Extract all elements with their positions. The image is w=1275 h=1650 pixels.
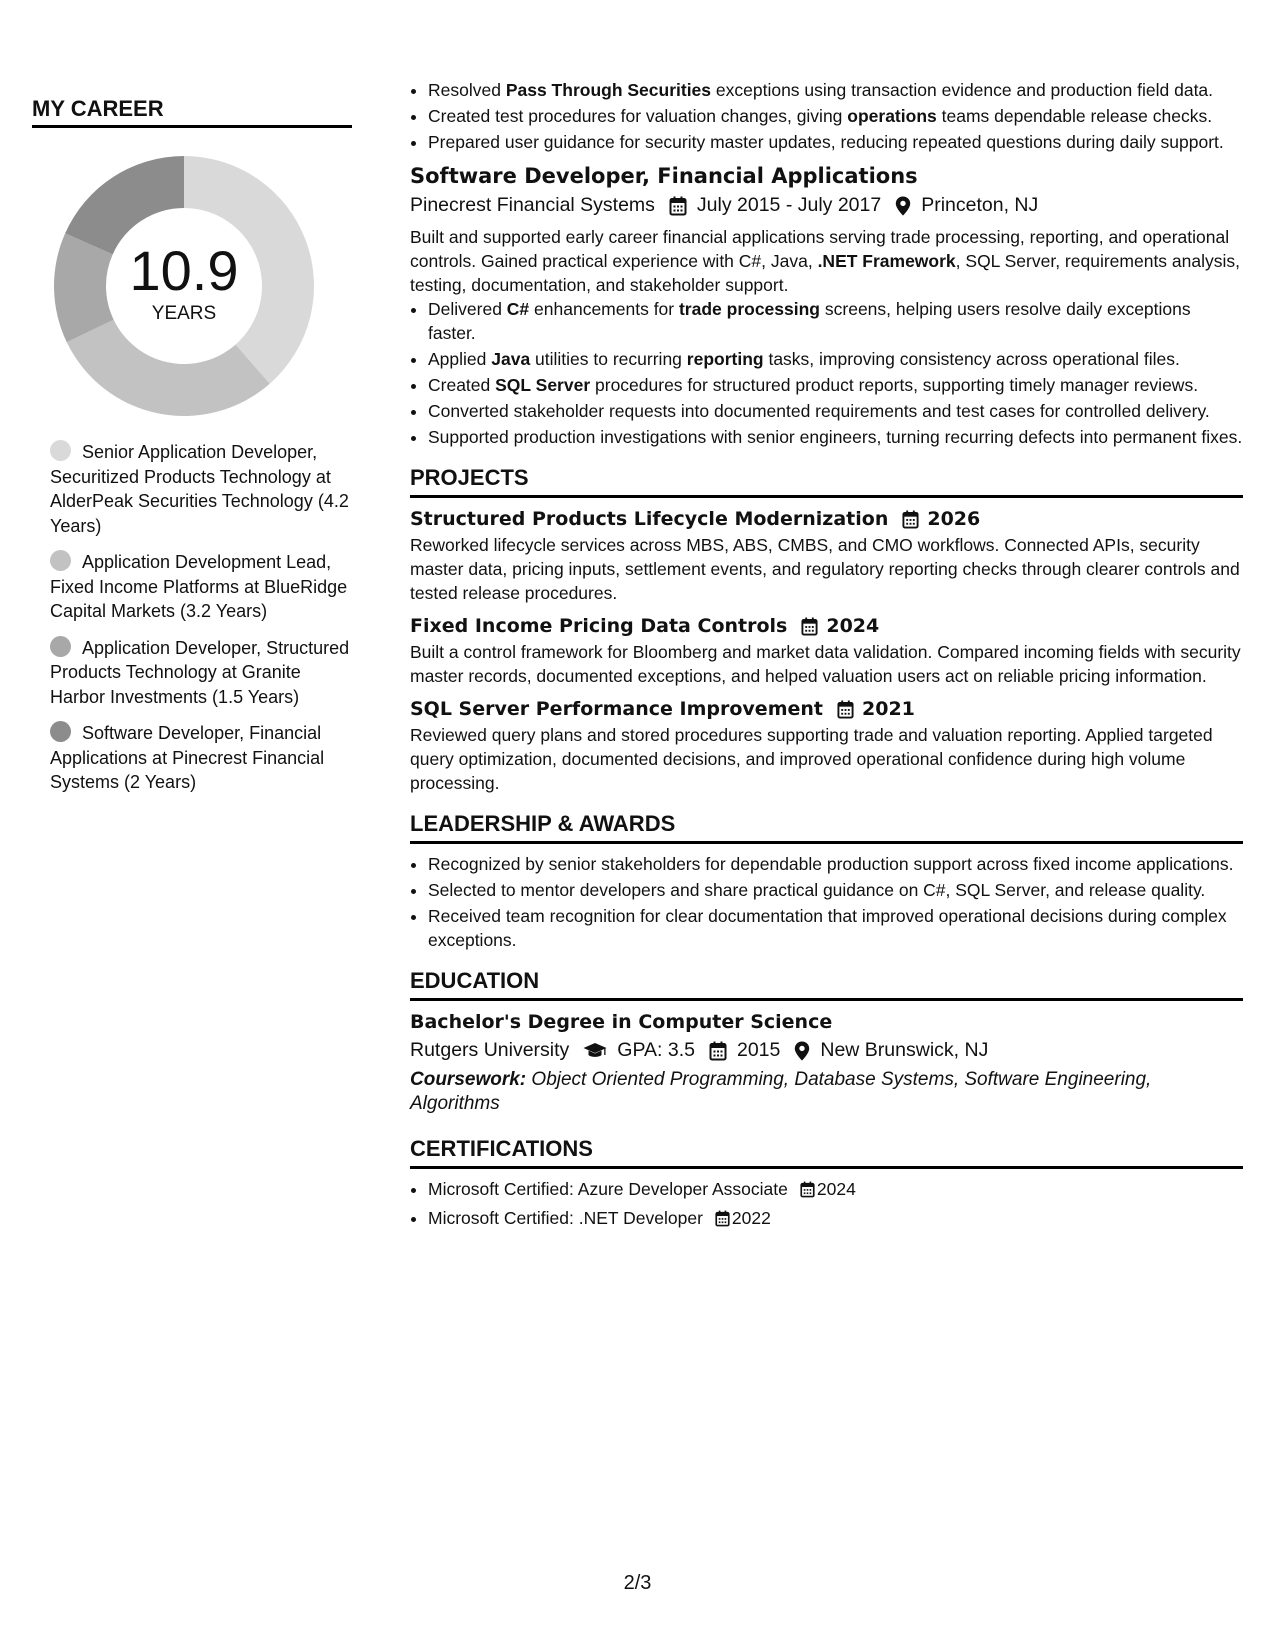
job-location: Princeton, NJ (921, 194, 1039, 216)
calendar-icon (837, 700, 854, 719)
project-item (410, 698, 1243, 795)
calendar-icon (669, 196, 687, 216)
coursework-label: Coursework: (410, 1069, 527, 1090)
bullet-bold: operations (847, 106, 937, 126)
main-content (410, 78, 1243, 1235)
legend-dot (50, 440, 71, 461)
coursework-text: Object Oriented Programming, Database Systems, Software Engineering, Algorithms (410, 1069, 1152, 1114)
bullet-text: Delivered (428, 299, 507, 319)
certifications-heading: CERTIFICATIONS (410, 1136, 1243, 1169)
job-bullets (410, 297, 1243, 449)
leadership-list (410, 852, 1243, 952)
location-pin-icon (895, 196, 911, 216)
project-year: 2024 (826, 615, 880, 637)
coursework (410, 1068, 1243, 1116)
page-number: 2/3 (623, 1572, 652, 1594)
school: Rutgers University (410, 1039, 570, 1061)
job-meta (410, 194, 1243, 217)
legend-label: Software Developer, Financial Applications at Pinecrest Financial Systems (2 Years) (50, 723, 325, 792)
education-section (410, 968, 1243, 1116)
bullet-item (428, 425, 1243, 449)
cert-year: 2024 (816, 1179, 856, 1199)
job-description (410, 225, 1243, 297)
certification-item (428, 1206, 1243, 1233)
bullet-text: exceptions using transaction evidence and production field data. (711, 80, 1214, 100)
job-title: Software Developer, Financial Applications (410, 164, 918, 188)
project-description: Reviewed query plans and stored procedures supporting trade and valuation reporting. Applied targeted query optimization, documented decisions, and improved operational confidence during high volume processing. (410, 725, 1213, 793)
bullet-item (428, 104, 1243, 128)
total-years: 10.9 (129, 239, 239, 302)
project-description: Built a control framework for Bloomberg and market data validation. Compared incoming fields with security master records, documented exceptions, and helped valuation users act on reliable pricing information. (410, 642, 1241, 686)
bullet-bold: Java (491, 349, 531, 369)
legend-dot (50, 721, 71, 742)
calendar-icon (715, 1209, 730, 1233)
career-heading: MY CAREER (32, 96, 352, 128)
job-dates: July 2015 - July 2017 (696, 194, 882, 216)
career-donut-chart (54, 156, 314, 416)
legend-dot (50, 550, 71, 571)
degree: Bachelor's Degree in Computer Science (410, 1011, 833, 1033)
location-pin-icon (794, 1041, 810, 1061)
job-company: Pinecrest Financial Systems (410, 194, 655, 216)
bullet-item (428, 347, 1243, 371)
previous-job-bullets (410, 78, 1243, 154)
project-year: 2026 (927, 508, 981, 530)
bullet-item (428, 297, 1243, 345)
certifications-list (410, 1177, 1243, 1233)
projects-heading: PROJECTS (410, 465, 1243, 498)
calendar-icon (800, 1180, 815, 1204)
gpa: GPA: 3.5 (617, 1039, 695, 1061)
bullet-bold: Pass Through Securities (505, 80, 712, 100)
bullet-text: screens, helping users resolve daily exceptions faster. (428, 299, 1191, 343)
cert-name: Microsoft Certified: .NET Developer (428, 1208, 703, 1228)
bullet-text: Created (428, 375, 496, 395)
leadership-item: • Received team recognition for clear documentation that improved operational decisions during complex exceptions. (428, 904, 1243, 952)
calendar-icon (902, 510, 919, 529)
career-sidebar (32, 96, 352, 807)
bullet-text: Created test procedures for valuation changes, giving (428, 106, 848, 126)
bullet-text: tasks, improving consistency across operational files. (763, 349, 1180, 369)
legend-dot (50, 636, 71, 657)
legend-label: Senior Application Developer, Securitized Products Technology at AlderPeak Securities Technology (4.2 Years) (50, 442, 349, 536)
certification-item (428, 1177, 1243, 1204)
project-year: 2021 (862, 698, 915, 720)
bullet-item (428, 373, 1243, 397)
legend-item (50, 721, 352, 795)
calendar-icon (709, 1041, 727, 1061)
leadership-section (410, 811, 1243, 952)
education-meta (410, 1039, 1243, 1062)
legend-item (50, 550, 352, 624)
legend-item (50, 440, 352, 538)
legend-item (50, 636, 352, 710)
cert-year: 2022 (731, 1208, 771, 1228)
projects-section (410, 465, 1243, 795)
project-header (410, 698, 1243, 720)
project-name: SQL Server Performance Improvement (410, 698, 823, 720)
bullet-bold: SQL Server (495, 375, 591, 395)
desc-text: Built and supported early career financial applications serving trade processing, reporting, and operational controls. Gained practical experience with C#, Java, (410, 227, 1230, 271)
calendar-icon (801, 617, 818, 636)
bullet-text: Converted stakeholder requests into documented requirements and test cases for controlled delivery. (428, 401, 1210, 421)
project-description: Reworked lifecycle services across MBS, ABS, CMBS, and CMO workflows. Connected APIs, security master data, pricing inputs, settlement events, and regulatory reporting checks through clearer controls and tested release procedures. (410, 535, 1240, 603)
bullet-text: teams dependable release checks. (936, 106, 1213, 126)
bullet-item (428, 130, 1243, 154)
bullet-bold: trade processing (678, 299, 821, 319)
bullet-text: procedures for structured product reports, supporting timely manager reviews. (590, 375, 1199, 395)
donut-center (54, 156, 314, 416)
education-heading: EDUCATION (410, 968, 1243, 1001)
leadership-item: • Recognized by senior stakeholders for dependable production support across fixed income applications. (428, 852, 1243, 876)
bullet-bold: reporting (686, 349, 764, 369)
bullet-text: Supported production investigations with senior engineers, turning recurring defects into permanent fixes. (428, 427, 1243, 447)
bullet-text: Prepared user guidance for security master updates, reducing repeated questions during daily support. (428, 132, 1224, 152)
graduation-cap-icon (583, 1042, 607, 1060)
legend-label: Application Developer, Structured Products Technology at Granite Harbor Investments (1.5 Years) (50, 637, 350, 707)
project-name: Structured Products Lifecycle Modernization (410, 508, 889, 530)
project-item (410, 508, 1243, 605)
bullet-item (428, 399, 1243, 423)
cert-name: Microsoft Certified: Azure Developer Associate (428, 1179, 788, 1199)
leadership-heading: LEADERSHIP & AWARDS (410, 811, 1243, 844)
bullet-text: enhancements for (529, 299, 679, 319)
project-header (410, 508, 1243, 530)
desc-bold: .NET Framework (817, 251, 956, 271)
school-location: New Brunswick, NJ (820, 1039, 989, 1061)
legend-label: Application Development Lead, Fixed Income Platforms at BlueRidge Capital Markets (3.2 Years) (50, 552, 348, 621)
certifications-section (410, 1136, 1243, 1233)
career-legend (32, 440, 352, 795)
leadership-item: • Selected to mentor developers and share practical guidance on C#, SQL Server, and release quality. (428, 878, 1243, 902)
project-header (410, 615, 1243, 637)
bullet-item (428, 78, 1243, 102)
graduation-year: 2015 (736, 1039, 781, 1061)
project-name: Fixed Income Pricing Data Controls (410, 615, 788, 637)
project-item (410, 615, 1243, 688)
years-unit: YEARS (151, 303, 217, 324)
bullet-text: Resolved (428, 80, 506, 100)
bullet-text: Applied (428, 349, 492, 369)
bullet-bold: C# (506, 299, 530, 319)
bullet-text: utilities to recurring (530, 349, 687, 369)
desc-text: , SQL Server, requirements analysis, testing, documentation, and stakeholder support. (410, 251, 1241, 295)
